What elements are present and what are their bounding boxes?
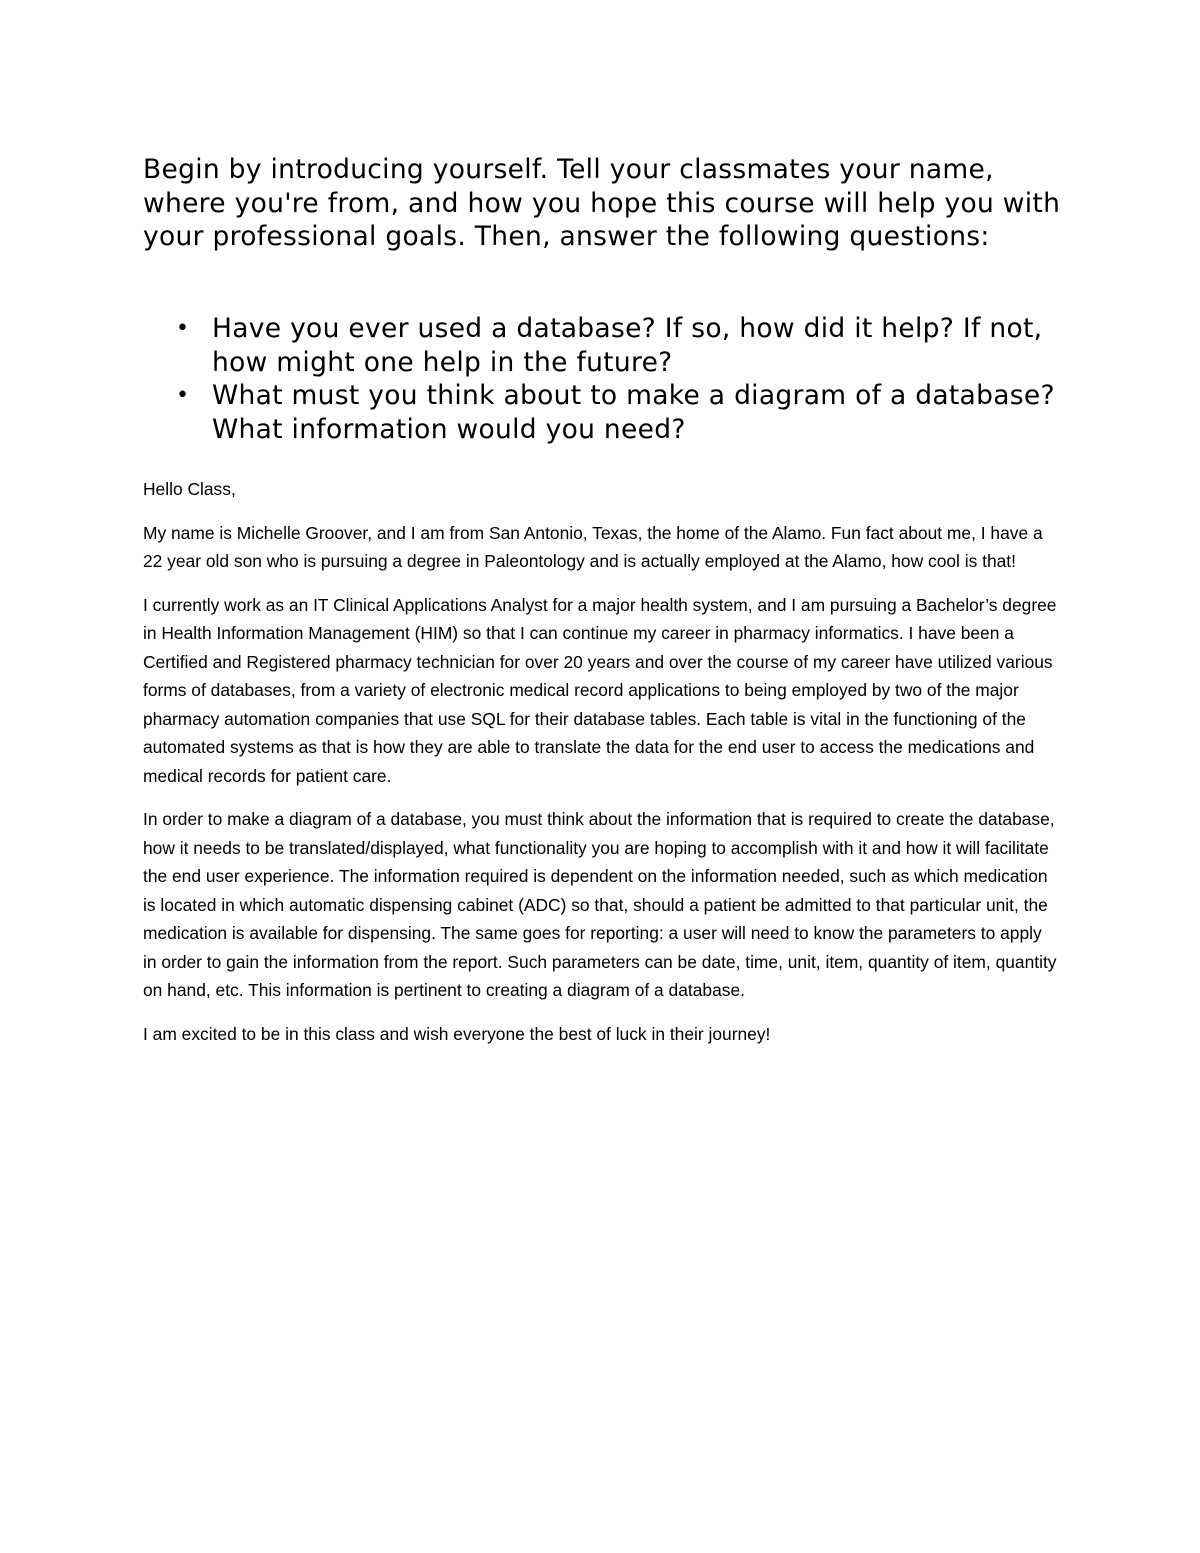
response-body (143, 475, 1058, 1063)
response-paragraph: I currently work as an IT Clinical Applications Analyst for a major health system, and I am pursuing a Bachelor’s degree in Health Information Management (HIM) so that I can continue my career in pharmacy informatics. I have been a Certified and Registered pharmacy technician for over 20 years and over the course of my career have utilized various forms of databases, from a variety of electronic medical record applications to being employed by two of the major pharmacy automation companies that use SQL for their database tables. Each table is vital in the functioning of the automated systems as that is how they are able to translate the data for the end user to access the medications and medical records for patient care. (143, 594, 1057, 786)
prompt-question-item (143, 312, 1073, 379)
prompt-intro: Begin by introducing yourself. Tell your classmates your name, where you're from, and how you hope this course will help you with your professional goals. Then, answer the following questions: (143, 154, 1061, 252)
prompt-question-text: Have you ever used a database? If so, how did it help? If not, how might one help in the future? (212, 313, 1043, 378)
response-paragraph: In order to make a diagram of a database, you must think about the information that is required to create the database, how it needs to be translated/displayed, what functionality you are hoping to accomplish with it and how it will facilitate the end user experience. The information required is dependent on the information needed, such as which medication is located in which automatic dispensing cabinet (ADC) so that, should a patient be admitted to that particular unit, the medication is available for dispensing. The same goes for reporting: a user will need to know the parameters to apply in order to gain the information from the report. Such parameters can be date, time, unit, item, quantity of item, quantity on hand, etc. This information is pertinent to creating a diagram of a database. (143, 809, 1057, 1000)
bullet-icon: • (176, 383, 190, 408)
response-paragraph: My name is Michelle Groover, and I am from San Antonio, Texas, the home of the Alamo. Fun fact about me, I have a 22 year old son who is pursuing a degree in Paleontology and is actually employed at the Alamo, how cool is that! (143, 522, 1043, 571)
bullet-icon: • (176, 316, 190, 341)
prompt-questions-list (143, 312, 1073, 446)
prompt-question-text: What must you think about to make a diagram of a database? What information would you need? (212, 380, 1055, 445)
response-greeting: Hello Class, (143, 479, 236, 499)
response-closing: I am excited to be in this class and wish everyone the best of luck in their journey! (143, 1023, 771, 1044)
prompt-question-item (143, 379, 1073, 446)
